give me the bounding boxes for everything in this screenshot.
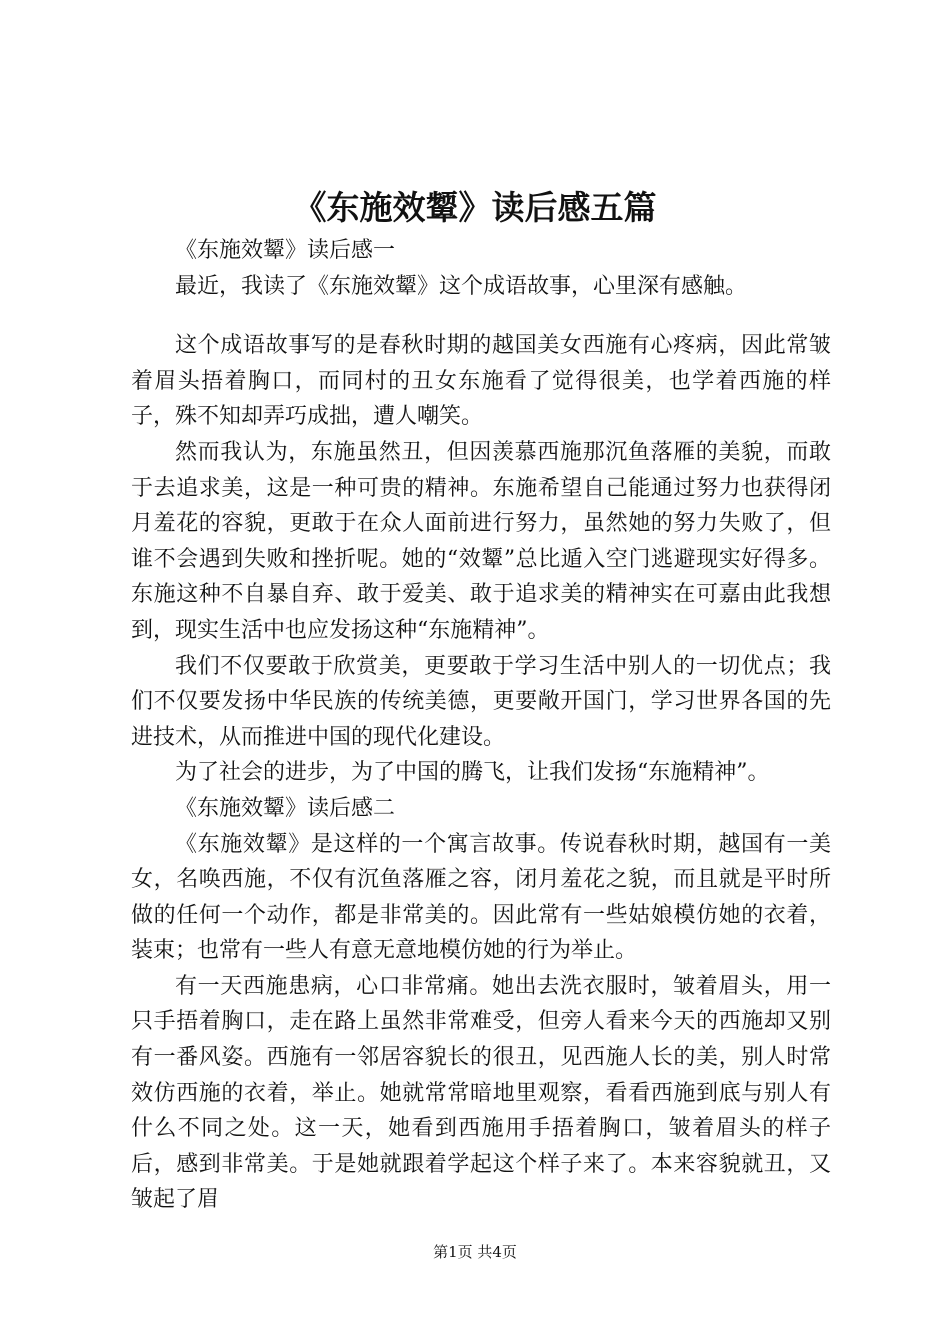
paragraph: 然而我认为，东施虽然丑，但因羡慕西施那沉鱼落雁的美貌，而敢于去追求美，这是一种可贵的精神。东施希望自己能通过努力也获得闭月羞花的容貌，更敢于在众人面前进行努力，虽然她的努力失败了，但谁不会遇到失败和挫折呢。她的“效颦”总比遁入空门逃避现实好得多。东施这种不自暴自弃、敢于爱美、敢于追求美的精神实在可嘉由此我想到，现实生活中也应发扬这种“东施精神”。 — [131, 439, 831, 643]
paragraph: 最近，我读了《东施效颦》这个成语故事，心里深有感触。 — [175, 273, 748, 299]
section-heading-two: 《东施效颦》读后感二 — [175, 795, 396, 821]
section-heading-one: 《东施效颦》读后感一 — [175, 238, 396, 263]
page-number-footer: 第1页 共4页 — [433, 1243, 517, 1261]
document-body — [131, 233, 831, 1218]
paragraph: 为了社会的进步，为了中国的腾飞，让我们发扬“东施精神”。 — [175, 760, 770, 786]
paragraph: 有一天西施患病，心口非常痛。她出去洗衣服时，皱着眉头，用一只手捂着胸口，走在路上虽然非常难受，但旁人看来今天的西施却又别有一番风姿。西施有一邻居容貌长的很丑，见西施人长的美，别人时常效仿西施的衣着，举止。她就常常暗地里观察，看看西施到底与别人有什么不同之处。这一天，她看到西施用手捂着胸口，皱着眉头的样子后，感到非常美。于是她就跟着学起这个样子来了。本来容貌就丑，又皱起了眉 — [131, 973, 831, 1213]
paragraph: 《东施效颦》是这样的一个寓言故事。传说春秋时期，越国有一美女，名唤西施，不仅有沉鱼落雁之容，闭月羞花之貌，而且就是平时所做的任何一个动作，都是非常美的。因此常有一些姑娘模仿她的衣着，装束；也常有一些人有意无意地模仿她的行为举止。 — [131, 831, 831, 964]
document-title: 《东施效颦》读后感五篇 — [293, 188, 657, 227]
paragraph: 我们不仅要敢于欣赏美，更要敢于学习生活中别人的一切优点；我们不仅要发扬中华民族的传统美德，更要敞开国门，学习世界各国的先进技术，从而推进中国的现代化建设。 — [131, 653, 831, 750]
paragraph: 这个成语故事写的是春秋时期的越国美女西施有心疼病，因此常皱着眉头捂着胸口，而同村的丑女东施看了觉得很美，也学着西施的样子，殊不知却弄巧成拙，遭人嘲笑。 — [131, 333, 831, 430]
